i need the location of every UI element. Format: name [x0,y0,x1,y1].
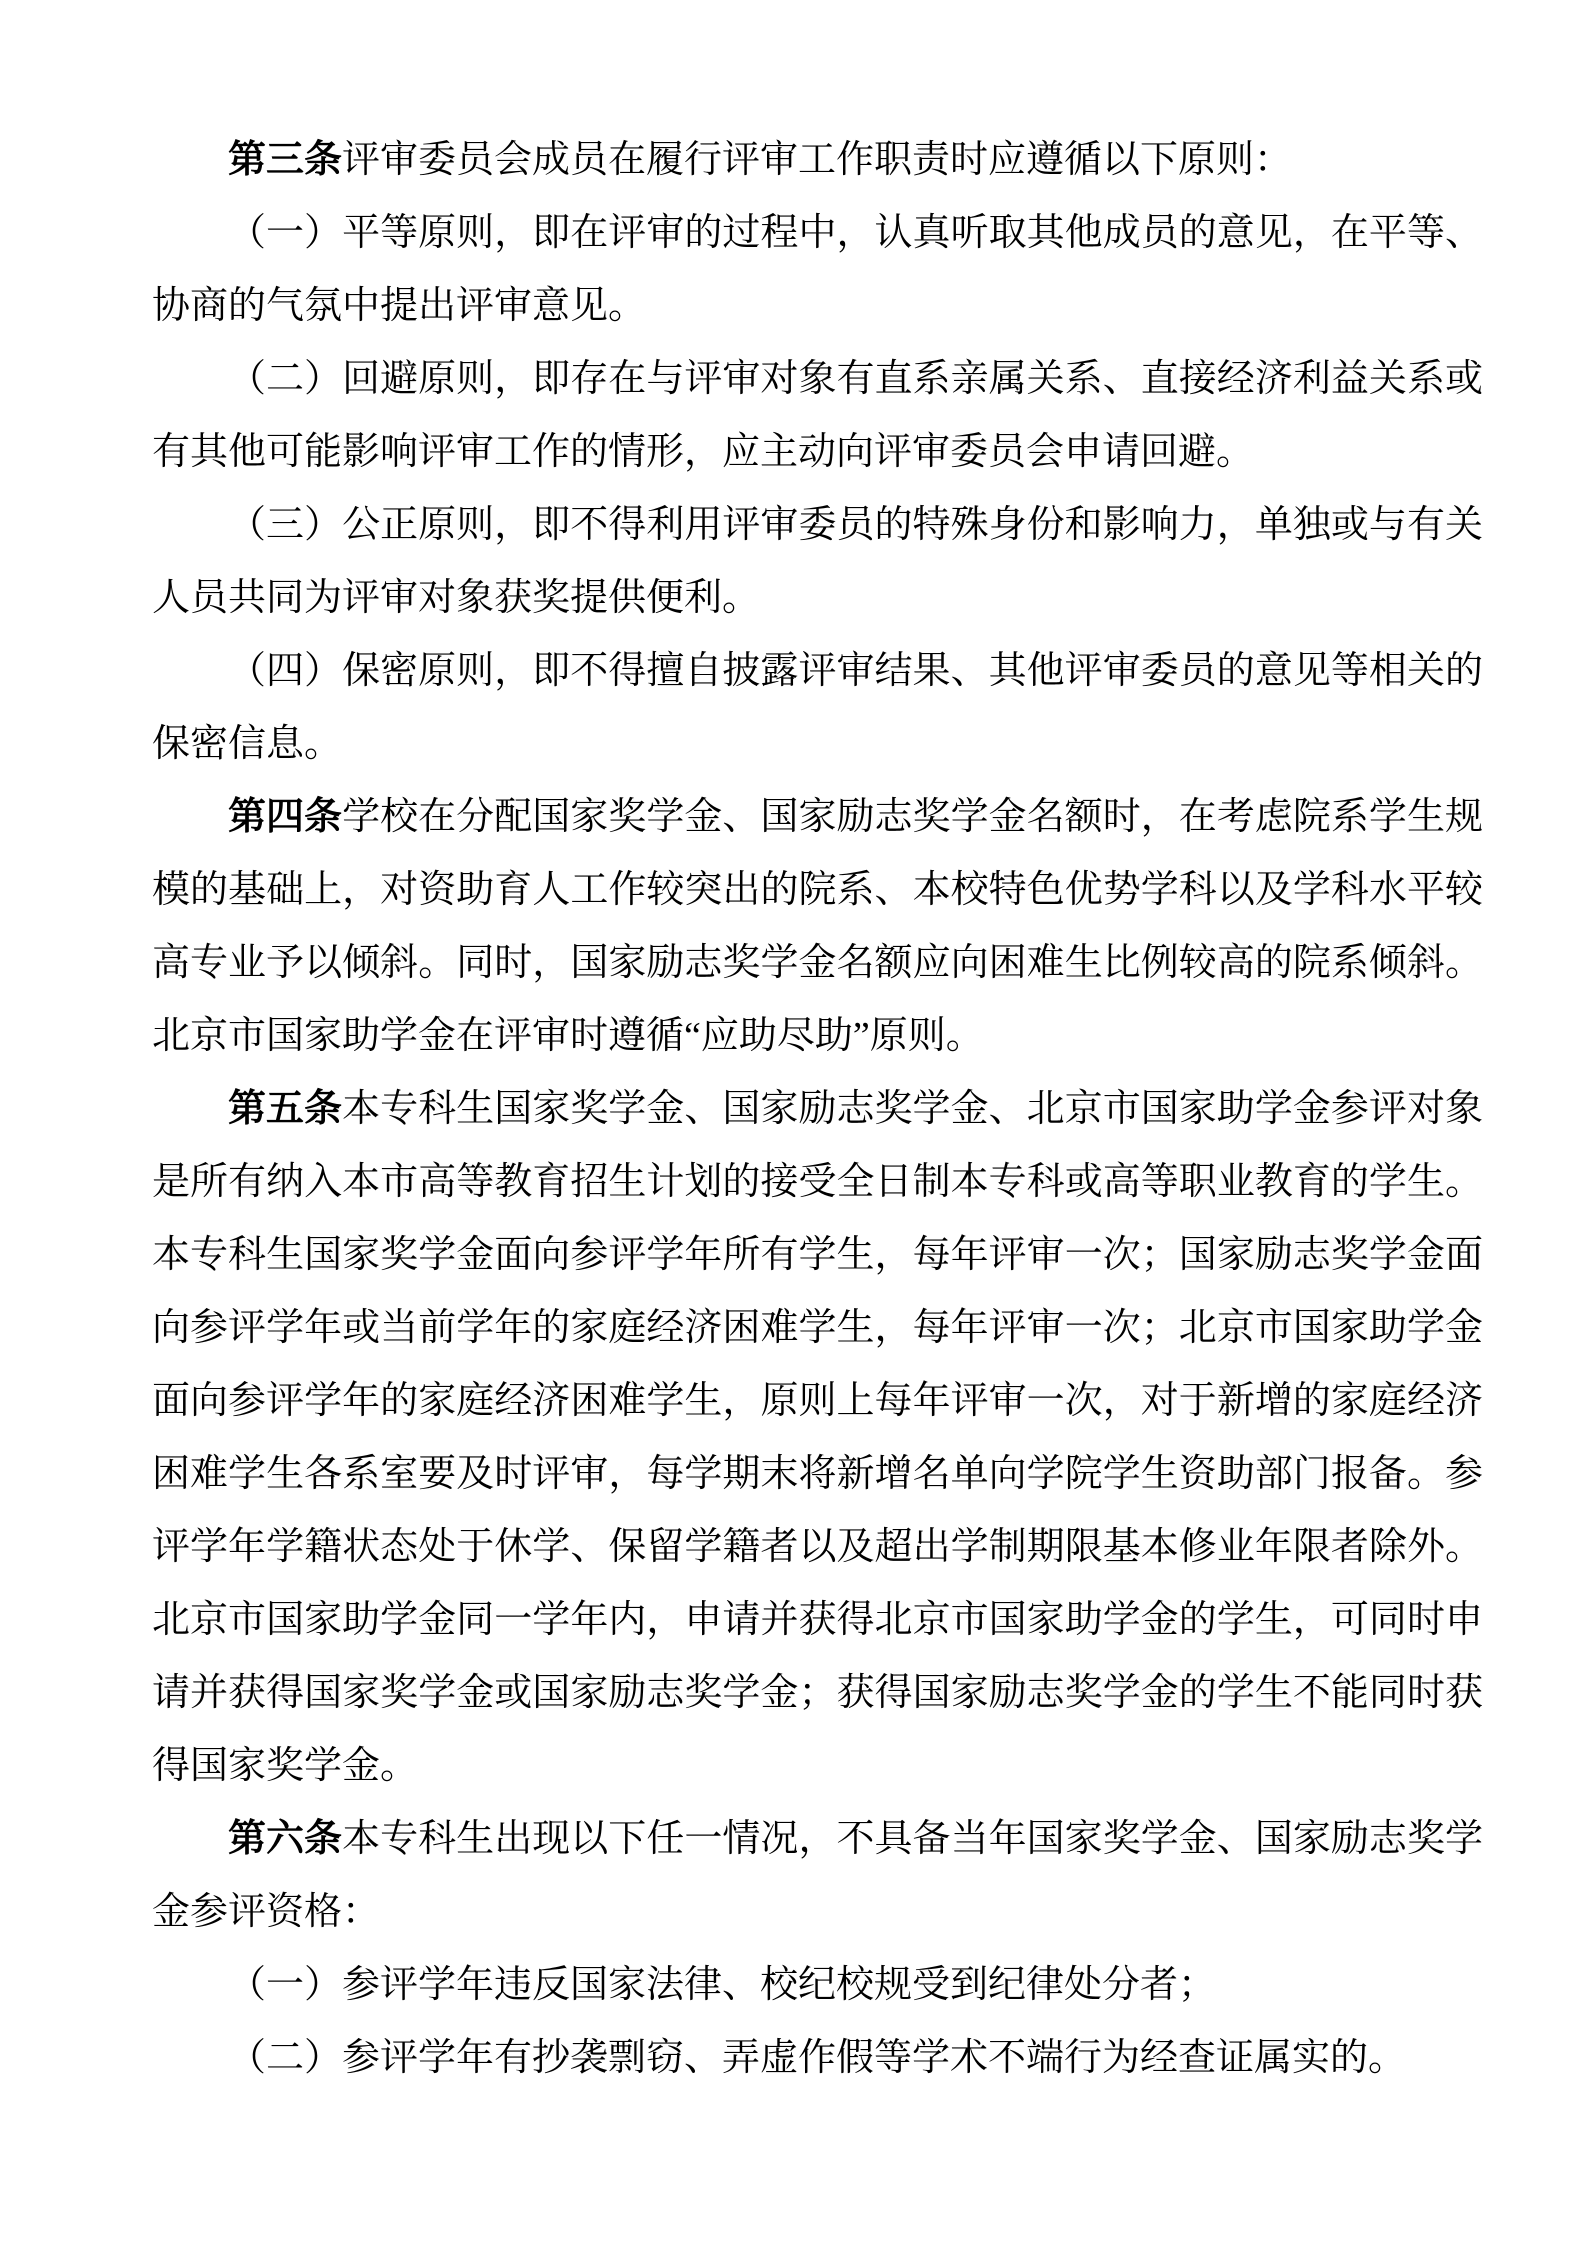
article-number: 第四条 [228,796,343,838]
paragraph-7: 第五条本专科生国家奖学金、国家励志奖学金、北京市国家助学金参评对象是所有纳入本市高等教育招生计划的接受全日制本专科或高等职业教育的学生。本专科生国家奖学金面向参评学年所有学生，每年评审一次；国家励志奖学金面向参评学年或当前学年的家庭经济困难学生，每年评审一次；北京市国家助学金面向参评学年的家庭经济困难学生，原则上每年评审一次，对于新增的家庭经济困难学生各系室要及时评审，每学期末将新增名单向学院学生资助部门报备。参评学年学籍状态处于休学、保留学籍者以及超出学制期限基本修业年限者除外。北京市国家助学金同一学年内，申请并获得北京市国家助学金的学生，可同时申请并获得国家奖学金或国家励志奖学金；获得国家励志奖学金的学生不能同时获得国家奖学金。 [152,1088,1483,1787]
paragraph-2: （一）平等原则，即在评审的过程中，认真听取其他成员的意见，在平等、协商的气氛中提出评审意见。 [152,212,1483,327]
paragraph-3: （二）回避原则，即存在与评审对象有直系亲属关系、直接经济利益关系或有其他可能影响评审工作的情形，应主动向评审委员会申请回避。 [152,358,1483,473]
paragraph-10: （二）参评学年有抄袭剽窃、弄虚作假等学术不端行为经查证属实的。 [228,2037,1407,2079]
article-number: 第六条 [228,1818,343,1860]
paragraph-4: （三）公正原则，即不得利用评审委员的特殊身份和影响力，单独或与有关人员共同为评审对象获奖提供便利。 [152,504,1483,619]
paragraph-5: （四）保密原则，即不得擅自披露评审结果、其他评审委员的意见等相关的保密信息。 [152,650,1483,765]
article-number: 第三条 [228,139,343,181]
paragraph-9: （一）参评学年违反国家法律、校纪校规受到纪律处分者； [228,1964,1217,2006]
paragraph-8: 第六条本专科生出现以下任一情况，不具备当年国家奖学金、国家励志奖学金参评资格： [152,1818,1483,1933]
article-number: 第五条 [228,1088,343,1130]
document-body-text [152,124,1483,2095]
paragraph-6: 第四条学校在分配国家奖学金、国家励志奖学金名额时，在考虑院系学生规模的基础上，对资助育人工作较突出的院系、本校特色优势学科以及学科水平较高专业予以倾斜。同时，国家励志奖学金名额应向困难生比例较高的院系倾斜。北京市国家助学金在评审时遵循“应助尽助”原则。 [152,796,1483,1057]
paragraph-1: 第三条评审委员会成员在履行评审工作职责时应遵循以下原则： [228,139,1293,181]
